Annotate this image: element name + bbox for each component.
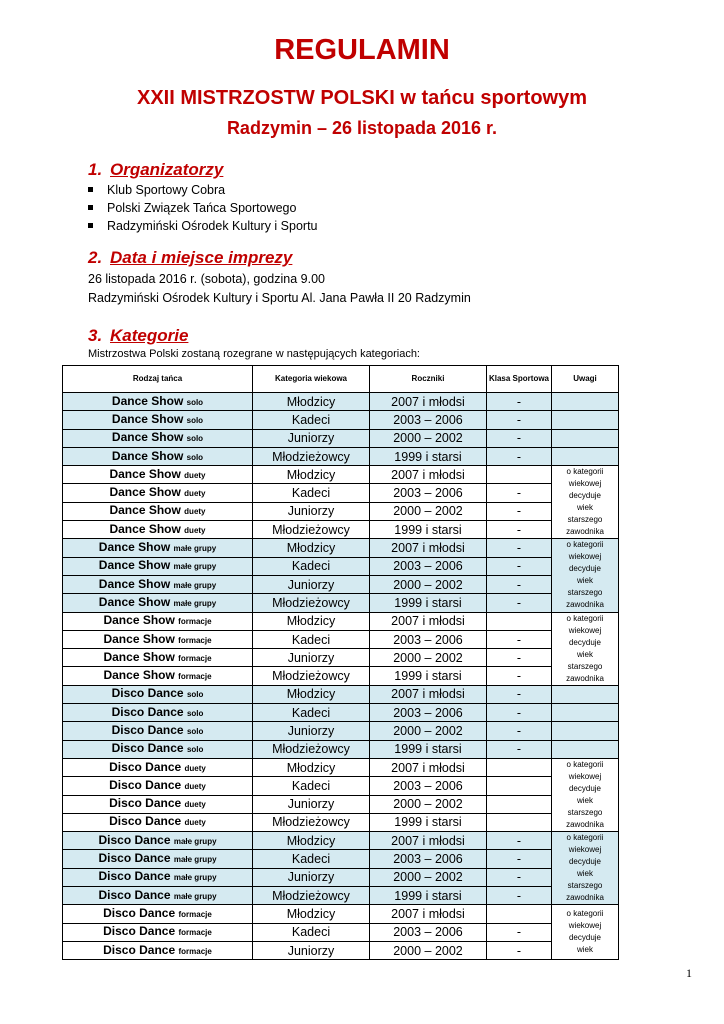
dance-cell — [63, 887, 253, 905]
table-row — [63, 649, 619, 667]
dance-cell — [63, 868, 253, 886]
table-row — [63, 704, 619, 722]
dance-name: Dance Show — [98, 594, 171, 609]
table-row — [63, 575, 619, 593]
years-cell: 2007 i młodsi — [370, 393, 487, 411]
years-cell: 1999 i starsi — [370, 521, 487, 539]
age-category-cell: Młodzicy — [253, 832, 370, 850]
notes-cell — [552, 447, 619, 465]
notes-cell — [552, 411, 619, 429]
class-cell: - — [487, 594, 552, 612]
dance-cell — [63, 832, 253, 850]
age-category-cell: Młodzieżowcy — [253, 740, 370, 758]
dance-type: duety — [184, 470, 206, 480]
age-category-cell: Młodzieżowcy — [253, 813, 370, 831]
dance-cell — [63, 685, 253, 703]
dance-name: Dance Show — [111, 411, 184, 426]
dance-name: Disco Dance — [103, 942, 176, 957]
dance-cell — [63, 740, 253, 758]
age-category-cell: Kadeci — [253, 484, 370, 502]
dance-type: solo — [186, 397, 204, 407]
dance-name: Dance Show — [103, 649, 175, 664]
dance-cell — [63, 429, 253, 447]
note-line: decyduje — [568, 857, 602, 867]
table-row — [63, 539, 619, 557]
dance-name: Dance Show — [98, 576, 171, 591]
dance-name: Disco Dance — [111, 741, 184, 756]
note-line: o kategorii — [566, 833, 604, 843]
note-line: starszego — [567, 588, 603, 598]
years-cell: 2000 – 2002 — [370, 575, 487, 593]
table-row — [63, 923, 619, 941]
years-cell: 1999 i starsi — [370, 594, 487, 612]
age-category-cell: Juniorzy — [253, 722, 370, 740]
notes-cell — [552, 832, 619, 905]
note-line: wiekowej — [568, 845, 602, 855]
note-line: decyduje — [568, 933, 602, 943]
dance-cell — [63, 722, 253, 740]
table-row — [63, 557, 619, 575]
dance-cell — [63, 905, 253, 923]
note-line: wiek — [576, 796, 593, 806]
note-line: wiek — [576, 869, 593, 879]
dance-cell — [63, 447, 253, 465]
dance-type: formacje — [178, 946, 212, 956]
dance-type: solo — [186, 452, 204, 462]
age-category-cell: Kadeci — [253, 923, 370, 941]
dance-name: Disco Dance — [109, 777, 182, 792]
table-row — [63, 758, 619, 776]
dance-type: małe grupy — [173, 544, 217, 554]
dance-cell — [63, 557, 253, 575]
notes-cell — [552, 722, 619, 740]
dance-name: Dance Show — [111, 430, 184, 445]
table-row — [63, 740, 619, 758]
bullet-icon — [88, 205, 93, 210]
dance-type: formacje — [178, 672, 212, 682]
organizer-item: Klub Sportowy Cobra — [88, 183, 225, 197]
class-cell: - — [487, 667, 552, 685]
table-row — [63, 813, 619, 831]
years-cell: 1999 i starsi — [370, 667, 487, 685]
table-row — [63, 832, 619, 850]
dance-cell — [63, 795, 253, 813]
dance-name: Disco Dance — [111, 722, 184, 737]
dance-type: małe grupy — [173, 598, 217, 608]
note-line: o kategorii — [566, 467, 604, 477]
age-category-cell: Młodzicy — [253, 393, 370, 411]
dance-type: duety — [184, 818, 206, 828]
categories-table — [62, 365, 619, 960]
dance-type: duety — [184, 489, 206, 499]
years-cell: 2007 i młodsi — [370, 612, 487, 630]
age-category-cell: Juniorzy — [253, 941, 370, 959]
note-line: wiekowej — [568, 552, 602, 562]
table-row — [63, 850, 619, 868]
table-row — [63, 502, 619, 520]
dance-type: małe grupy — [173, 873, 217, 883]
dance-type: solo — [186, 745, 204, 755]
note-line: zawodnika — [566, 527, 604, 537]
note-line: wiekowej — [568, 625, 602, 635]
dance-cell — [63, 466, 253, 484]
dance-type: duety — [184, 525, 206, 535]
place-and-date: Radzymin – 26 listopada 2016 r. — [226, 118, 498, 138]
age-category-cell: Młodzieżowcy — [253, 887, 370, 905]
dance-name: Disco Dance — [98, 832, 171, 847]
years-cell: 1999 i starsi — [370, 813, 487, 831]
header-years: Roczniki — [370, 366, 487, 393]
years-cell: 2000 – 2002 — [370, 649, 487, 667]
class-cell: - — [487, 557, 552, 575]
age-category-cell: Młodzieżowcy — [253, 447, 370, 465]
years-cell: 1999 i starsi — [370, 887, 487, 905]
dance-cell — [63, 594, 253, 612]
dance-name: Disco Dance — [98, 851, 171, 866]
dance-type: solo — [186, 434, 204, 444]
class-cell: - — [487, 649, 552, 667]
note-line: wiek — [576, 945, 593, 955]
dance-cell — [63, 393, 253, 411]
dance-type: duety — [184, 781, 206, 791]
table-row — [63, 795, 619, 813]
dance-type: duety — [184, 507, 206, 517]
section-heading-organizers: 1. Organizatorzy — [88, 160, 224, 179]
class-cell: - — [487, 429, 552, 447]
dance-type: małe grupy — [173, 580, 217, 590]
table-row — [63, 685, 619, 703]
note-line: decyduje — [568, 637, 602, 647]
table-row — [63, 667, 619, 685]
class-cell — [487, 905, 552, 923]
dance-type: solo — [186, 708, 204, 718]
class-cell: - — [487, 923, 552, 941]
notes-cell — [552, 466, 619, 539]
class-cell — [487, 795, 552, 813]
table-row — [63, 941, 619, 959]
age-category-cell: Młodzieżowcy — [253, 667, 370, 685]
document-subtitle: XXII MISTRZOSTW POLSKI w tańcu sportowym — [136, 87, 588, 109]
years-cell: 2007 i młodsi — [370, 758, 487, 776]
years-cell: 2003 – 2006 — [370, 557, 487, 575]
dance-type: małe grupy — [173, 891, 217, 901]
class-cell: - — [487, 722, 552, 740]
years-cell: 2000 – 2002 — [370, 429, 487, 447]
header-age-category: Kategoria wiekowa — [253, 366, 370, 393]
age-category-cell: Młodzicy — [253, 905, 370, 923]
note-line: wiek — [576, 576, 593, 586]
class-cell: - — [487, 704, 552, 722]
dance-name: Dance Show — [109, 503, 181, 518]
note-line: o kategorii — [566, 760, 604, 770]
years-cell: 2007 i młodsi — [370, 832, 487, 850]
class-cell: - — [487, 411, 552, 429]
header-class: Klasa Sportowa — [487, 366, 552, 393]
dance-name: Dance Show — [103, 631, 175, 646]
dance-type: formacje — [178, 617, 212, 627]
age-category-cell: Młodzieżowcy — [253, 594, 370, 612]
class-cell — [487, 813, 552, 831]
class-cell: - — [487, 850, 552, 868]
dance-name: Dance Show — [109, 521, 181, 536]
age-category-cell: Młodzicy — [253, 758, 370, 776]
date-line: 26 listopada 2016 r. (sobota), godzina 9.00 — [88, 272, 325, 286]
dance-type: duety — [184, 800, 206, 810]
table-row — [63, 594, 619, 612]
age-category-cell: Młodzicy — [253, 539, 370, 557]
note-line: decyduje — [568, 491, 602, 501]
dance-type: solo — [186, 415, 204, 425]
header-dance: Rodzaj tańca — [63, 366, 253, 393]
note-line: decyduje — [568, 564, 602, 574]
dance-type: małe grupy — [173, 562, 217, 572]
table-row — [63, 484, 619, 502]
years-cell: 2003 – 2006 — [370, 484, 487, 502]
years-cell: 1999 i starsi — [370, 740, 487, 758]
age-category-cell: Młodzicy — [253, 685, 370, 703]
dance-type: formacje — [178, 653, 212, 663]
dance-name: Disco Dance — [103, 924, 176, 939]
table-row — [63, 447, 619, 465]
table-row — [63, 887, 619, 905]
class-cell — [487, 612, 552, 630]
dance-cell — [63, 923, 253, 941]
age-category-cell: Młodzicy — [253, 612, 370, 630]
class-cell: - — [487, 630, 552, 648]
age-category-cell: Młodzicy — [253, 466, 370, 484]
note-line: wiek — [576, 503, 593, 513]
dance-cell — [63, 758, 253, 776]
note-line: zawodnika — [566, 893, 604, 903]
dance-cell — [63, 667, 253, 685]
note-line: zawodnika — [566, 673, 604, 683]
dance-name: Dance Show — [103, 668, 175, 683]
class-cell: - — [487, 941, 552, 959]
notes-cell — [552, 539, 619, 612]
class-cell: - — [487, 575, 552, 593]
age-category-cell: Juniorzy — [253, 575, 370, 593]
dance-type: formacje — [178, 928, 212, 938]
notes-cell — [552, 393, 619, 411]
note-line: decyduje — [568, 784, 602, 794]
age-category-cell: Juniorzy — [253, 502, 370, 520]
dance-type: formacje — [178, 635, 212, 645]
dance-type: solo — [186, 726, 204, 736]
class-cell — [487, 758, 552, 776]
years-cell: 2003 – 2006 — [370, 411, 487, 429]
dance-type: solo — [186, 690, 204, 700]
class-cell: - — [487, 685, 552, 703]
dance-name: Disco Dance — [109, 814, 182, 829]
dance-cell — [63, 777, 253, 795]
bullet-icon — [88, 223, 93, 228]
dance-name: Disco Dance — [98, 887, 171, 902]
dance-name: Disco Dance — [109, 759, 182, 774]
age-category-cell: Kadeci — [253, 704, 370, 722]
years-cell: 2000 – 2002 — [370, 795, 487, 813]
table-row — [63, 466, 619, 484]
dance-cell — [63, 630, 253, 648]
table-row — [63, 612, 619, 630]
age-category-cell: Juniorzy — [253, 795, 370, 813]
notes-cell — [552, 612, 619, 685]
years-cell: 2003 – 2006 — [370, 850, 487, 868]
note-line: zawodnika — [566, 820, 604, 830]
table-header-row — [63, 366, 619, 393]
years-cell: 2003 – 2006 — [370, 704, 487, 722]
age-category-cell: Kadeci — [253, 411, 370, 429]
dance-cell — [63, 612, 253, 630]
note-line: starszego — [567, 808, 603, 818]
note-line: o kategorii — [566, 613, 604, 623]
section-heading-date-place: 2. Data i miejsce imprezy — [88, 248, 293, 267]
notes-cell — [552, 429, 619, 447]
dance-name: Dance Show — [111, 448, 184, 463]
dance-name: Disco Dance — [111, 704, 184, 719]
dance-cell — [63, 484, 253, 502]
class-cell — [487, 777, 552, 795]
bullet-icon — [88, 187, 93, 192]
dance-cell — [63, 850, 253, 868]
dance-name: Dance Show — [98, 540, 171, 555]
dance-name: Dance Show — [103, 613, 175, 628]
categories-intro: Mistrzostwa Polski zostaną rozegrane w następujących kategoriach: — [88, 348, 420, 360]
dance-name: Disco Dance — [109, 796, 182, 811]
dance-name: Dance Show — [98, 558, 171, 573]
dance-cell — [63, 941, 253, 959]
years-cell: 2003 – 2006 — [370, 630, 487, 648]
notes-cell — [552, 758, 619, 831]
dance-cell — [63, 539, 253, 557]
dance-name: Dance Show — [111, 393, 184, 408]
class-cell: - — [487, 447, 552, 465]
dance-cell — [63, 813, 253, 831]
class-cell: - — [487, 521, 552, 539]
document-title: REGULAMIN — [274, 34, 450, 66]
note-line: wiekowej — [568, 772, 602, 782]
dance-cell — [63, 411, 253, 429]
dance-name: Disco Dance — [98, 869, 171, 884]
dance-type: małe grupy — [173, 836, 217, 846]
years-cell: 2007 i młodsi — [370, 685, 487, 703]
class-cell: - — [487, 502, 552, 520]
class-cell: - — [487, 868, 552, 886]
table-row — [63, 393, 619, 411]
note-line: o kategorii — [566, 540, 604, 550]
age-category-cell: Kadeci — [253, 630, 370, 648]
dance-name: Disco Dance — [111, 686, 184, 701]
dance-cell — [63, 521, 253, 539]
dance-type: małe grupy — [173, 855, 217, 865]
dance-name: Dance Show — [109, 485, 181, 500]
class-cell: - — [487, 484, 552, 502]
venue-line: Radzymiński Ośrodek Kultury i Sportu Al. Jana Pawła II 20 Radzymin — [88, 291, 471, 305]
table-row — [63, 868, 619, 886]
table-row — [63, 905, 619, 923]
years-cell: 2000 – 2002 — [370, 868, 487, 886]
note-line: starszego — [567, 515, 603, 525]
years-cell: 2000 – 2002 — [370, 502, 487, 520]
table-row — [63, 777, 619, 795]
class-cell: - — [487, 393, 552, 411]
table-row — [63, 429, 619, 447]
note-line: wiek — [576, 649, 593, 659]
dance-name: Dance Show — [109, 466, 181, 481]
notes-cell — [552, 704, 619, 722]
page-number: 1 — [686, 966, 692, 980]
dance-cell — [63, 649, 253, 667]
years-cell: 1999 i starsi — [370, 447, 487, 465]
organizer-item: Polski Związek Tańca Sportowego — [88, 201, 296, 215]
table-row — [63, 411, 619, 429]
years-cell: 2007 i młodsi — [370, 466, 487, 484]
age-category-cell: Kadeci — [253, 557, 370, 575]
dance-type: duety — [184, 763, 206, 773]
years-cell: 2007 i młodsi — [370, 905, 487, 923]
notes-cell — [552, 905, 619, 960]
table-row — [63, 630, 619, 648]
note-line: starszego — [567, 661, 603, 671]
notes-cell — [552, 740, 619, 758]
years-cell: 2000 – 2002 — [370, 722, 487, 740]
table-row — [63, 722, 619, 740]
years-cell: 2003 – 2006 — [370, 777, 487, 795]
years-cell: 2003 – 2006 — [370, 923, 487, 941]
age-category-cell: Kadeci — [253, 777, 370, 795]
class-cell: - — [487, 887, 552, 905]
age-category-cell: Młodzieżowcy — [253, 521, 370, 539]
class-cell: - — [487, 539, 552, 557]
organizer-item: Radzymiński Ośrodek Kultury i Sportu — [88, 219, 318, 233]
note-line: starszego — [567, 881, 603, 891]
class-cell: - — [487, 740, 552, 758]
note-line: wiekowej — [568, 479, 602, 489]
header-notes: Uwagi — [552, 366, 619, 393]
dance-cell — [63, 704, 253, 722]
age-category-cell: Juniorzy — [253, 649, 370, 667]
note-line: wiekowej — [568, 921, 602, 931]
dance-type: formacje — [178, 909, 212, 919]
years-cell: 2007 i młodsi — [370, 539, 487, 557]
years-cell: 2000 – 2002 — [370, 941, 487, 959]
class-cell — [487, 466, 552, 484]
table-row — [63, 521, 619, 539]
dance-cell — [63, 502, 253, 520]
age-category-cell: Juniorzy — [253, 429, 370, 447]
dance-cell — [63, 575, 253, 593]
section-heading-categories: 3. Kategorie — [88, 326, 189, 345]
age-category-cell: Kadeci — [253, 850, 370, 868]
age-category-cell: Juniorzy — [253, 868, 370, 886]
dance-name: Disco Dance — [103, 905, 176, 920]
class-cell: - — [487, 832, 552, 850]
note-line: o kategorii — [566, 909, 604, 919]
note-line: zawodnika — [566, 600, 604, 610]
notes-cell — [552, 685, 619, 703]
